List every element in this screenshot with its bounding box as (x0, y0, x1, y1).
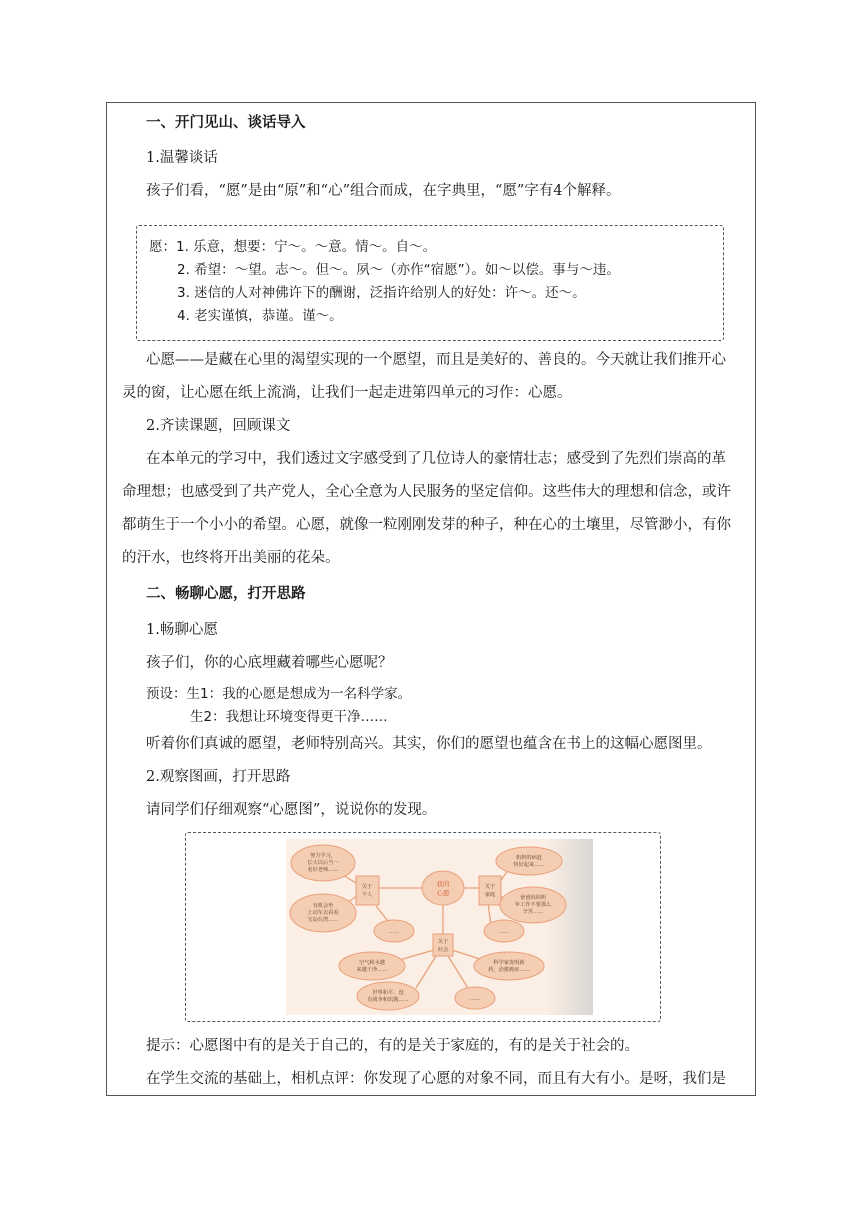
society-line-1: 关于 (437, 939, 449, 945)
s2-line-1: 科学家发明新 (493, 960, 525, 966)
center-bubble (422, 871, 464, 905)
personal-line-2: 个人 (361, 892, 373, 898)
f1-line-2: 快好起来…… (513, 862, 545, 868)
society-line-2: 社会 (437, 947, 449, 953)
intro-text: 孩子们看，“愿”是由“原”和“心”组合而成，在字典里，“愿”字有4个解释。 (146, 183, 621, 199)
f1-bubble (496, 847, 562, 875)
para1-line2: 灵的窗，让心愿在纸上流淌，让我们一起走进第四单元的习作：心愿。 (122, 385, 572, 401)
p3-text: …… (388, 929, 400, 935)
f1-line-1: 奶奶的病赶 (516, 855, 542, 861)
family-line-1: 关于 (484, 884, 496, 890)
p1-line-1: 努力学习， (310, 853, 336, 859)
dict-line-3: 3. 迷信的人对神佛许下的酬谢，泛指许给别人的好处：许～。还～。 (177, 285, 586, 301)
para2-line3: 都萌生于一个小小的希望。心愿，就像一粒刚刚发芽的种子，种在心的土壤里，尽管渺小，有你 (122, 517, 731, 533)
f2-line-2: 年工作不要那么 (514, 902, 552, 908)
dict-line-4: 4. 老实谨慎，恭谨。谨～。 (177, 308, 343, 324)
p2-line-3: 宝岛台湾…… (307, 917, 339, 923)
p2-line-2: 上动车去看看 (307, 910, 339, 916)
hint-text: 提示：心愿图中有的是关于自己的，有的是关于家庭的，有的是关于社会的。 (146, 1038, 639, 1054)
para1-line1: 心愿——是藏在心里的渴望实现的一个愿望，而且是美好的、善良的。今天就让我们推开心 (146, 352, 726, 368)
para2-line2: 命理想；也感受到了共产党人，全心全意为人民服务的坚定信仰。这些伟大的理想和信念，或许 (122, 484, 731, 500)
s4-text: …… (469, 996, 481, 1002)
section1-sub2: 2.齐读课题，回顾课文 (146, 418, 291, 434)
section2-sub1: 1.畅聊心愿 (146, 622, 218, 638)
s2-bubble (474, 952, 544, 980)
f2-line-3: 辛苦…… (522, 909, 544, 915)
para2-line1: 在本单元的学习中，我们透过文字感受到了几位诗人的豪情壮志；感受到了先烈们崇高的革 (146, 451, 726, 467)
center-line-2: 心愿 (436, 889, 450, 897)
p1-line-2: 长大以后当一 (307, 860, 339, 866)
dictionary-box (136, 225, 724, 341)
s1-line-1: 空气和水越 (359, 960, 385, 966)
family-box (479, 876, 501, 905)
personal-line-1: 关于 (361, 884, 373, 890)
s3-bubble (357, 982, 419, 1010)
section1-heading: 一、开门见山、谈话导入 (146, 115, 306, 131)
center-line-1: 我的 (436, 880, 450, 888)
s1-bubble (339, 952, 405, 980)
s1-line-2: 来越干净…… (356, 967, 388, 973)
s3-line-1: 世界和平，没 (372, 990, 404, 996)
s2-line-2: 药，治愈癌症…… (488, 967, 530, 973)
preset-2: 生2：我想让环境变得更干净…… (190, 709, 388, 725)
para2-line4: 的汗水，也终将开出美丽的花朵。 (122, 550, 340, 566)
f2-line-1: 爸爸妈妈明 (520, 895, 546, 901)
p1-line-3: 名好老师…… (307, 867, 339, 873)
para3-text: 听着你们真诚的愿望，老师特别高兴。其实，你们的愿望也蕴含在书上的这幅心愿图里。 (146, 736, 712, 752)
dict-line-2: 2. 希望：～望。志～。但～。夙～（亦作“宿愿”）。如～以偿。事与～违。 (177, 262, 620, 278)
preset-1: 预设：生1：我的心愿是想成为一名科学家。 (146, 686, 412, 702)
section2-heading: 二、畅聊心愿，打开思路 (146, 586, 306, 602)
family-line-2: 家庭 (484, 892, 496, 898)
section1-sub1: 1.温馨谈话 (146, 150, 218, 166)
observe-text: 请同学们仔细观察“心愿图”，说说你的发现。 (146, 802, 437, 818)
personal-box (356, 876, 379, 905)
f3-text: …… (498, 929, 510, 935)
wish-diagram-frame (185, 832, 661, 1022)
dict-line-1: 愿：1. 乐意，想要：宁～。～意。情～。自～。 (149, 239, 437, 255)
s3-line-2: 有战争和饥饿…… (367, 997, 409, 1003)
wish-diagram (186, 833, 662, 1023)
p2-line-1: 有机会坐 (312, 903, 334, 909)
comment-text: 在学生交流的基础上，相机点评：你发现了心愿的对象不同，而且有大有小。是呀，我们是 (146, 1071, 726, 1087)
section2-sub2: 2.观察图画，打开思路 (146, 769, 291, 785)
question-text: 孩子们，你的心底埋藏着哪些心愿呢？ (146, 655, 393, 671)
